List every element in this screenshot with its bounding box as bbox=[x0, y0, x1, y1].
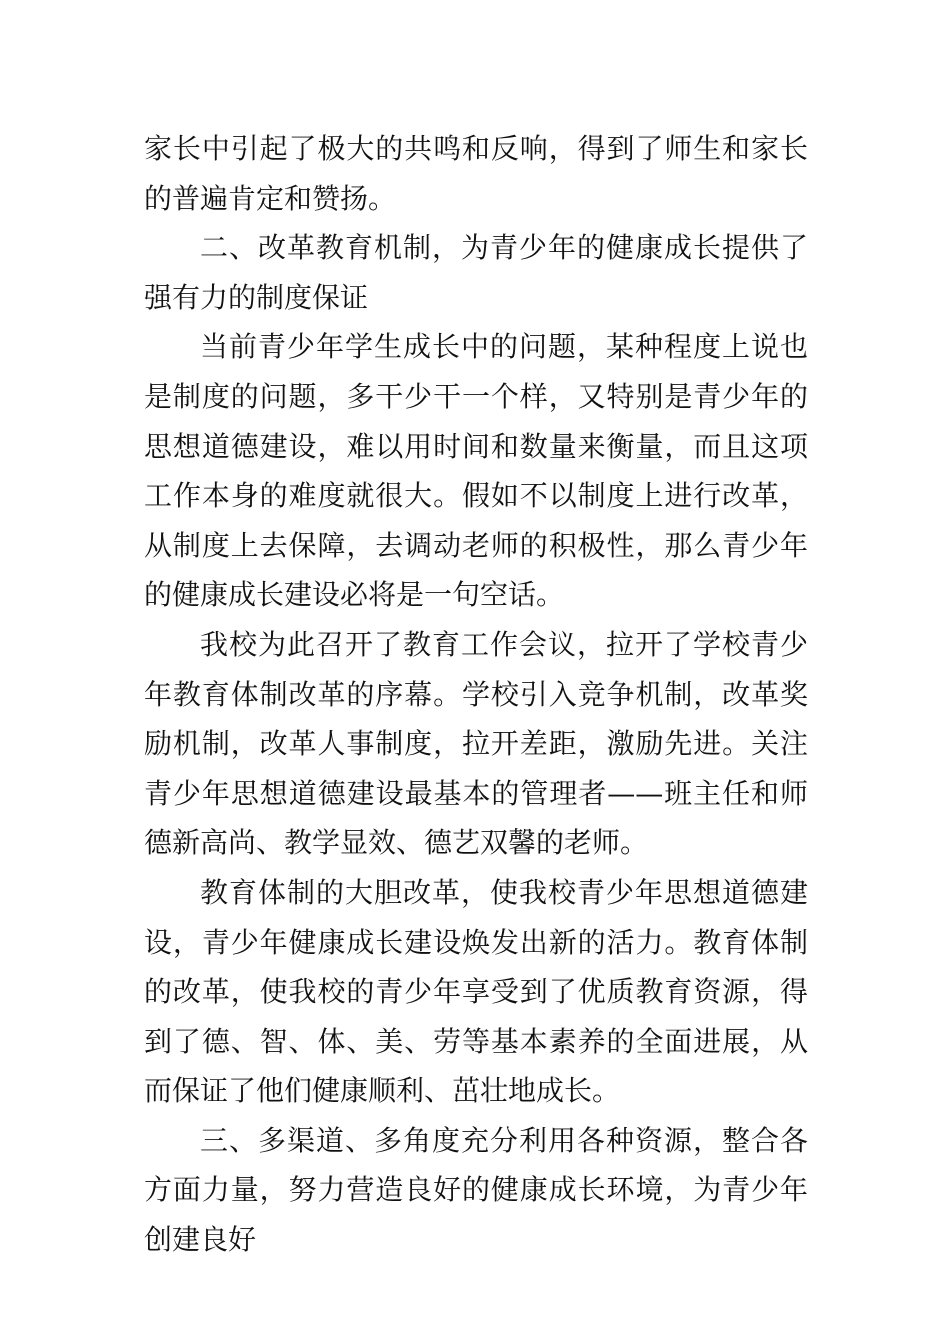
paragraph: 我校为此召开了教育工作会议，拉开了学校青少年教育体制改革的序幕。学校引入竞争机制，改革奖励机制，改革人事制度，拉开差距，激励先进。关注青少年思想道德建设最基本的管理者——班主任和师德新高尚、教学显效、德艺双馨的老师。 bbox=[144, 627, 808, 860]
paragraph: 当前青少年学生成长中的问题，某种程度上说也是制度的问题，多干少干一个样，又特别是青少年的思想道德建设，难以用时间和数量来衡量，而且这项工作本身的难度就很大。假如不以制度上进行改革，从制度上去保障，去调动老师的积极性，那么青少年的健康成长建设必将是一句空话。 bbox=[144, 330, 808, 612]
paragraph-continuation: 家长中引起了极大的共鸣和反响，得到了师生和家长的普遍肯定和赞扬。 bbox=[144, 132, 808, 215]
section-heading-3: 三、多渠道、多角度充分利用各种资源，整合各方面力量，努力营造良好的健康成长环境，为青少年创建良好 bbox=[144, 1123, 808, 1257]
paragraph: 教育体制的大胆改革，使我校青少年思想道德建设，青少年健康成长建设焕发出新的活力。教育体制的改革，使我校的青少年享受到了优质教育资源，得到了德、智、体、美、劳等基本素养的全面进展，从而保证了他们健康顺利、茁壮地成长。 bbox=[144, 875, 808, 1108]
section-heading-2: 二、改革教育机制，为青少年的健康成长提供了强有力的制度保证 bbox=[144, 231, 808, 314]
body-text bbox=[144, 124, 808, 1265]
